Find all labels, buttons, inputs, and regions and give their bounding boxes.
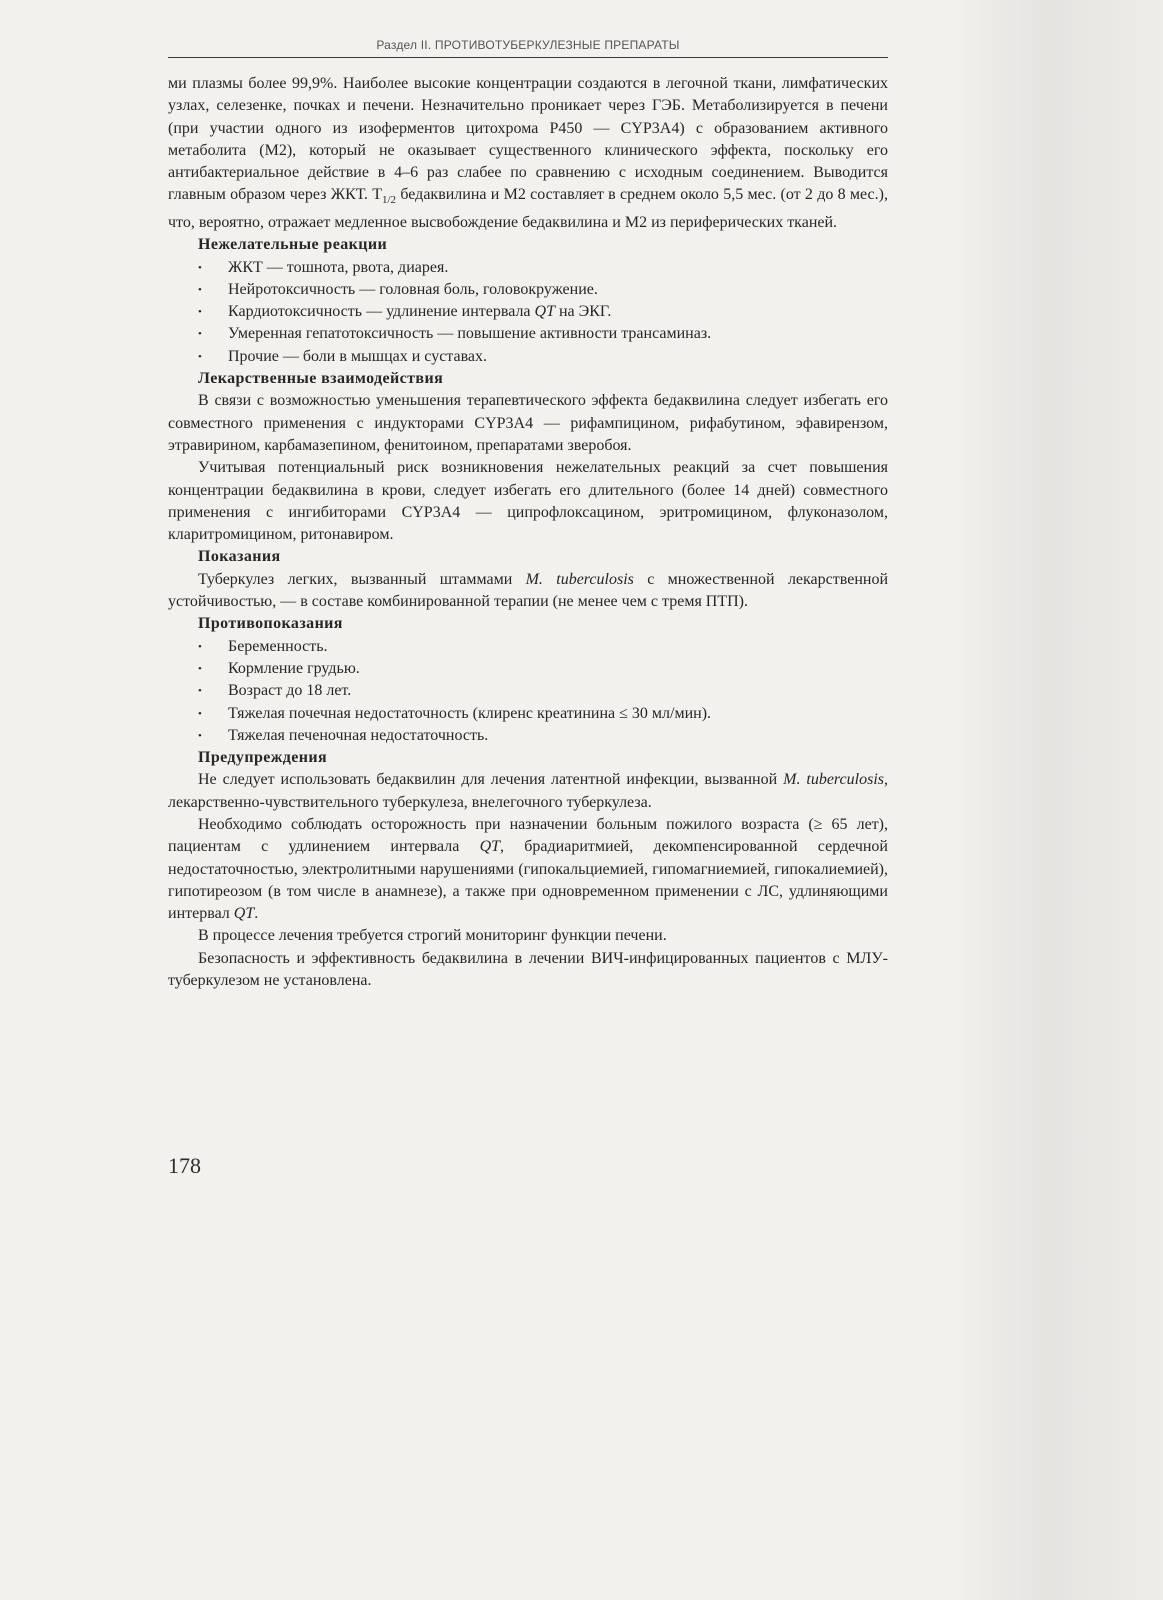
warnings-p1-text-b: лекарственно-чувствительного туберкулеза, внелегочного туберкулеза. [168, 793, 652, 811]
list-item [168, 703, 888, 725]
warnings-p1-text-a: Не следует использовать бедаквилин для лечения латентной инфекции, вызванной [198, 771, 784, 789]
interactions-paragraph-2: Учитывая потенциальный риск возникновения нежелательных реакций за счет повышения концентрации бедаквилина в крови, следует избегать его длительного (более 14 дней) совместного применения с ингибиторами CYP3A4 — ципрофлоксацином, эритромицином, флуконазолом, кларитромицином, ритонавиром. [168, 459, 888, 544]
interactions-paragraph-1: В связи с возможностью уменьшения терапевтического эффекта бедаквилина следует избегать его совместного применения с индукторами CYP3A4 — рифампицином, рифабутином, эфавирензом, этравирином, карбамазепином, фенитоином, препаратами зверобоя. [168, 392, 888, 454]
list-item-text: Беременность. [228, 637, 328, 655]
warnings-p2-text-b: , брадиаритмией, декомпенсированной сердечной недостаточностью, электролитными нарушениями (гипокальциемией, гипомагниемией, гипокалиемией), гипотиреозом (в том числе в анамнезе), а также при одновременном применении с ЛС, удлиняющими интервал [168, 838, 888, 923]
indications-text-a: Туберкулез легких, вызванный штаммами [198, 570, 526, 588]
bullet-icon: • [198, 306, 202, 319]
list-item-text: Умеренная гепатотоксичность — повышение активности трансаминаз. [228, 325, 712, 343]
list-item [168, 257, 888, 279]
warnings-paragraph-1 [168, 769, 888, 814]
list-item [168, 680, 888, 702]
qt-term: QT [233, 905, 255, 923]
list-item-text: Возраст до 18 лет. [228, 682, 352, 700]
list-item-text: Тяжелая печеночная недостаточность. [228, 726, 489, 744]
indications-heading: Показания [198, 548, 281, 566]
warnings-paragraph-4: Безопасность и эффективность бедаквилина в лечении ВИЧ-инфицированных пациентов с МЛУ-туберкулезом не установлена. [168, 949, 888, 990]
intro-text-a: ми плазмы более 99,9%. Наиболее высокие концентрации создаются в легочной ткани, лимфатических узлах, селезенке, почках и печени. Незначительно проникает через ГЭБ. Метаболизируется в печени (при участии одного из изоферментов цитохрома P450 — CYP3A4) с образованием активного метаболита (M2), который не оказывает существенного клинического эффекта, поскольку его антибактериальное действие в 4–6 раз слабее по сравнению с исходным соединением. Выводится главным образом через ЖКТ. T [168, 75, 888, 204]
warnings-p2-text-c: . [254, 905, 259, 923]
bullet-icon: • [198, 261, 202, 274]
bullet-icon: • [198, 685, 202, 698]
half-life-subscript: 1/2 [382, 194, 397, 207]
list-item [168, 725, 888, 747]
bullet-icon: • [198, 662, 202, 675]
bullet-icon: • [198, 283, 202, 296]
indications-paragraph [168, 569, 888, 614]
bullet-icon: • [198, 729, 202, 742]
intro-paragraph [168, 73, 888, 234]
running-header: Раздел II. ПРОТИВОТУБЕРКУЛЕЗНЫЕ ПРЕПАРАТЫ [376, 38, 680, 52]
qt-term: QT [534, 303, 555, 321]
warnings-paragraph-2 [168, 814, 888, 925]
list-item-text: Тяжелая почечная недостаточность (клиренс креатинина ≤ 30 мл/мин). [228, 704, 712, 722]
indications-text-b: с множественной лекарственной устойчивостью, — в составе комбинированной терапии (не менее чем с тремя ПТП). [168, 570, 888, 611]
intro-text-b: бедаквилина и M2 составляет в среднем около 5,5 мес. (от 2 до 8 мес.), что, вероятно, отражает медленное высвобождение бедаквилина и M2 из периферических тканей. [168, 186, 888, 231]
qt-term: QT [479, 838, 501, 856]
bullet-icon: • [198, 707, 202, 720]
bullet-icon: • [198, 640, 202, 653]
organism-name: M. tuberculosis, [783, 771, 889, 789]
list-item-text: Кормление грудью. [228, 659, 360, 677]
list-item [168, 323, 888, 345]
warnings-heading: Предупреждения [198, 749, 328, 767]
list-item [168, 636, 888, 658]
warnings-p2-text-a: Необходимо соблюдать осторожность при назначении больным пожилого возраста (≥ 65 лет), пациентам с удлинением интервала [168, 815, 888, 856]
adverse-list [168, 257, 888, 368]
page-number: 178 [168, 1153, 201, 1178]
list-item [168, 658, 888, 680]
warnings-paragraph-3: В процессе лечения требуется строгий мониторинг функции печени. [198, 927, 667, 945]
list-item [168, 279, 888, 301]
list-item-text: Кардиотоксичность — удлинение интервала QT на ЭКГ. [228, 303, 612, 321]
adverse-heading: Нежелательные реакции [198, 236, 388, 254]
page-edge-shadow [950, 0, 1163, 1600]
bullet-icon: • [198, 328, 202, 341]
organism-name: M. tuberculosis [525, 570, 634, 588]
list-item [168, 346, 888, 368]
bullet-icon: • [198, 350, 202, 363]
contraindications-heading: Противопоказания [198, 615, 343, 633]
list-item-text: ЖКТ — тошнота, рвота, диарея. [228, 258, 449, 276]
page-body [168, 73, 888, 992]
list-item-text: Прочие — боли в мышцах и суставах. [228, 347, 488, 365]
contraindications-list [168, 636, 888, 747]
list-item-text: Нейротоксичность — головная боль, головокружение. [228, 280, 598, 298]
list-item [168, 301, 888, 323]
interactions-heading: Лекарственные взаимодействия [198, 370, 444, 388]
header-rule [168, 57, 888, 58]
